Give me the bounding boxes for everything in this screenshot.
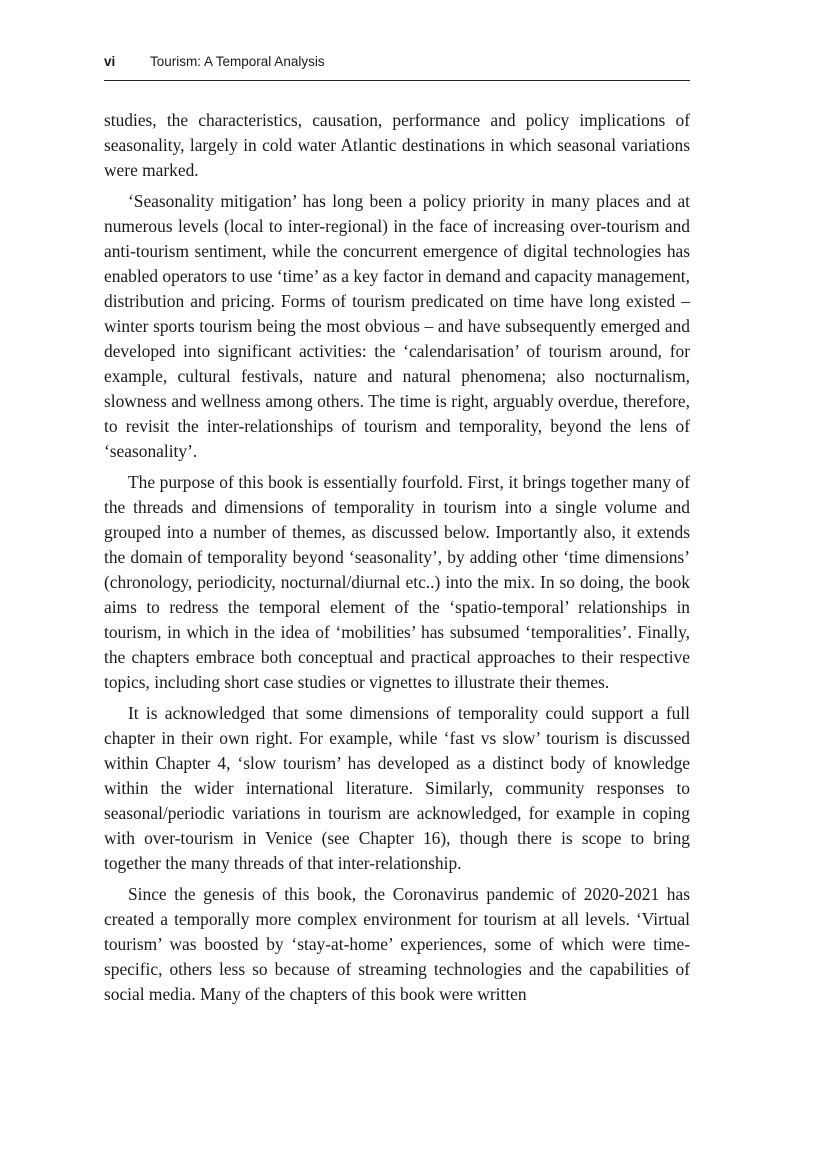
page-number: vi xyxy=(104,54,116,69)
running-head xyxy=(104,52,690,81)
body-text xyxy=(104,108,690,1013)
paragraph-book-purpose: The purpose of this book is essentially fourfold. First, it brings together many of the threads and dimensions of temporality in tourism into a single volume and grouped into a number of themes, as discussed below. Importantly also, it extends the domain of temporality beyond ‘seasonality’, by adding other ‘time dimensions’ (chronology, periodicity, nocturnal/​diurnal etc..) into the mix. In so doing, the book aims to redress the temporal element of the ‘spatio-temporal’ relationships in tourism, in which in the idea of ‘mobilities’ has subsumed ‘temporalities’. Finally, the chapters embrace both conceptual and practical approaches to their respective topics, including short case studies or vignettes to illustrate their themes. xyxy=(104,472,690,692)
paragraph-seasonality-mitigation: ‘Seasonality mitigation’ has long been a policy priority in many places and at numerous levels (local to inter-regional) in the face of increasing over-tourism and anti-tourism sentiment, while the concurrent emergence of digital technologies has enabled operators to use ‘time’ as a key factor in demand and capacity management, distribution and pricing. Forms of tourism predicated on time have long existed – winter sports tourism being the most obvious – and have subsequently emerged and developed into significant activities: the ‘calendarisation’ of tourism around, for example, cultural festivals, nature and natural phenomena; also nocturnalism, slowness and wellness among others. The time is right, arguably overdue, therefore, to revisit the inter-relationships of tourism and temporality, beyond the lens of ‘seasonality’. xyxy=(104,191,690,461)
paragraph-pandemic: Since the genesis of this book, the Coronavirus pandemic of 2020-2021 has created a temporally more complex environment for tourism at all levels. ‘Virtual tourism’ was boosted by ‘stay-at-home’ experiences, some of which were time-specific, others less so because of streaming technologies and the capabilities of social media. Many of the chapters of this book were written xyxy=(104,884,690,1004)
book-title: Tourism: A Temporal Analysis xyxy=(150,54,325,69)
paragraph-continuation: studies, the characteristics, causation, performance and policy implications of seasonality, largely in cold water Atlantic destinations in which seasonal variations were marked. xyxy=(104,110,690,180)
paragraph-acknowledgement: It is acknowledged that some dimensions of temporality could support a full chapter in their own right. For example, while ‘fast vs slow’ tourism is discussed within Chapter 4, ‘slow tourism’ has developed as a distinct body of knowledge within the wider international literature. Similarly, community responses to seasonal/periodic variations in tourism are acknowledged, for example in coping with over-tourism in Venice (see Chapter 16), though there is scope to bring together the many threads of that inter-relationship. xyxy=(104,703,690,873)
